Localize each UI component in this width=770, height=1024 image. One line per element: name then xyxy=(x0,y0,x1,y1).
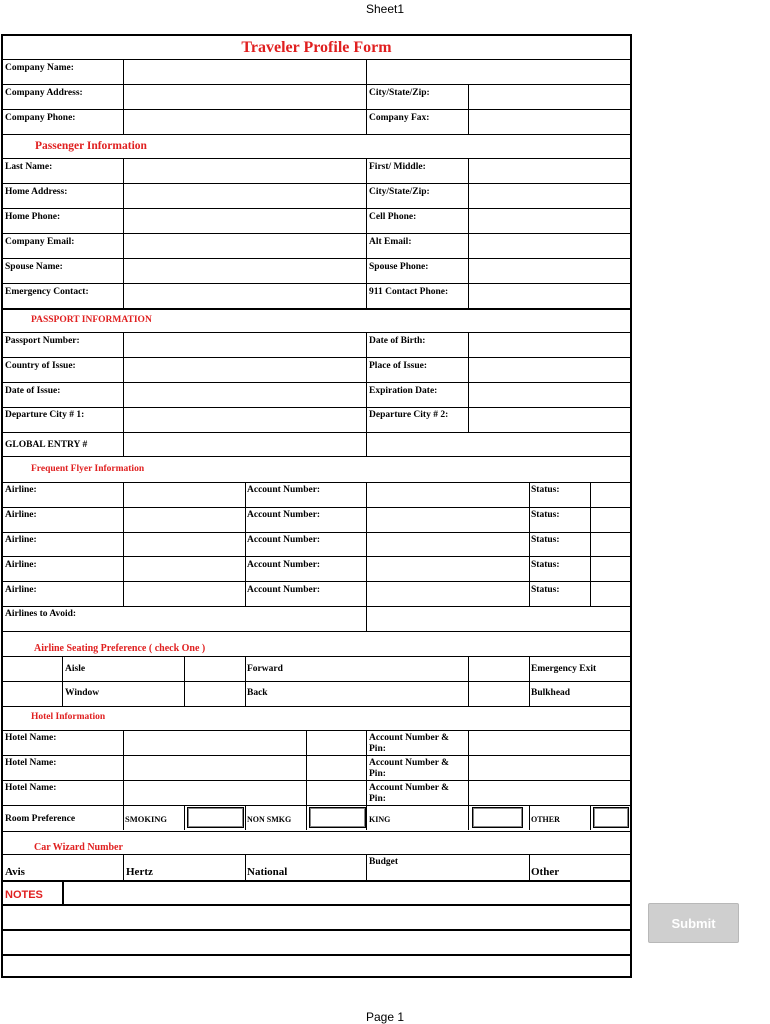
hotel-name-label: Hotel Name: xyxy=(5,783,57,793)
company-fax-label: Company Fax: xyxy=(369,113,430,123)
home-address-field[interactable] xyxy=(124,184,366,208)
home-city-field[interactable] xyxy=(469,184,631,208)
national-field[interactable] xyxy=(307,855,366,880)
national-label: National xyxy=(247,866,288,878)
hotel-name-field[interactable] xyxy=(124,781,306,805)
back-label: Back xyxy=(247,688,268,698)
place-of-issue-field[interactable] xyxy=(469,358,631,382)
back-checkbox[interactable] xyxy=(469,682,529,706)
king-label: KING xyxy=(369,815,391,824)
departure-city-1-field[interactable] xyxy=(124,408,366,432)
airline-label: Airline: xyxy=(5,510,37,520)
car-section-heading: Car Wizard Number xyxy=(34,842,123,853)
first-middle-field[interactable] xyxy=(469,159,631,183)
hotel-account-field[interactable] xyxy=(469,781,631,805)
date-of-issue-label: Date of Issue: xyxy=(5,386,61,396)
airlines-to-avoid-label: Airlines to Avoid: xyxy=(5,609,77,619)
account-number-label: Account Number: xyxy=(247,560,321,570)
home-phone-label: Home Phone: xyxy=(5,212,61,222)
expiration-date-label: Expiration Date: xyxy=(369,386,438,396)
company-city-field[interactable] xyxy=(469,85,631,109)
alt-email-label: Alt Email: xyxy=(369,237,412,247)
company-fax-field[interactable] xyxy=(469,110,631,134)
account-number-label: Account Number: xyxy=(247,485,321,495)
notes-line[interactable] xyxy=(3,905,632,929)
frequent-flyer-section-heading: Frequent Flyer Information xyxy=(31,464,145,474)
passport-number-label: Passport Number: xyxy=(5,336,80,346)
airline-fields[interactable] xyxy=(124,483,245,606)
aisle-label: Aisle xyxy=(65,664,86,674)
king-checkbox[interactable] xyxy=(472,807,523,828)
departure-city-2-label: Departure City # 2: xyxy=(369,410,449,420)
window-checkbox[interactable] xyxy=(185,682,245,706)
notes-field[interactable] xyxy=(64,881,631,904)
status-label: Status: xyxy=(531,585,560,595)
hotel-account-label: Account Number & Pin: xyxy=(369,758,450,779)
home-phone-field[interactable] xyxy=(124,209,366,233)
hertz-field[interactable] xyxy=(185,855,245,880)
global-entry-label: GLOBAL ENTRY # xyxy=(5,440,88,450)
country-of-issue-label: Country of Issue: xyxy=(5,361,76,371)
status-label: Status: xyxy=(531,485,560,495)
passport-number-field[interactable] xyxy=(124,333,366,357)
cell-phone-field[interactable] xyxy=(469,209,631,233)
place-of-issue-label: Place of Issue: xyxy=(369,361,428,371)
alt-email-field[interactable] xyxy=(469,234,631,258)
emergency-exit-checkbox[interactable] xyxy=(5,657,62,681)
smoking-checkbox[interactable] xyxy=(187,807,244,828)
forward-label: Forward xyxy=(247,664,283,674)
hertz-label: Hertz xyxy=(126,866,153,878)
spouse-phone-label: Spouse Phone: xyxy=(369,262,429,272)
home-city-label: City/State/Zip: xyxy=(369,187,430,197)
account-number-label: Account Number: xyxy=(247,535,321,545)
hotel-name-label: Hotel Name: xyxy=(5,733,57,743)
budget-field[interactable] xyxy=(430,855,529,880)
page-number: Page 1 xyxy=(365,1010,405,1024)
first-middle-label: First/ Middle: xyxy=(369,162,426,172)
global-entry-field[interactable] xyxy=(124,433,366,456)
smoking-label: SMOKING xyxy=(125,814,168,824)
status-label: Status: xyxy=(531,535,560,545)
cell-phone-label: Cell Phone: xyxy=(369,212,417,222)
hotel-section-heading: Hotel Information xyxy=(31,712,106,722)
hotel-name-field[interactable] xyxy=(124,756,306,780)
forward-checkbox[interactable] xyxy=(469,657,529,681)
status-label: Status: xyxy=(531,560,560,570)
last-name-field[interactable] xyxy=(124,159,366,183)
other-car-label: Other xyxy=(531,866,560,878)
status-label: Status: xyxy=(531,510,560,520)
avis-label: Avis xyxy=(5,866,25,878)
airline-label: Airline: xyxy=(5,535,37,545)
date-of-birth-label: Date of Birth: xyxy=(369,336,426,346)
departure-city-2-field[interactable] xyxy=(469,408,631,432)
home-address-label: Home Address: xyxy=(5,187,68,197)
notes-line[interactable] xyxy=(3,930,632,954)
other-room-label: OTHER xyxy=(531,815,560,824)
window-label: Window xyxy=(65,688,100,698)
sheet-name: Sheet1 xyxy=(365,2,405,16)
emergency-contact-label: Emergency Contact: xyxy=(5,287,89,297)
company-phone-field[interactable] xyxy=(124,110,366,134)
bulkhead-checkbox[interactable] xyxy=(5,682,62,706)
other-car-field[interactable] xyxy=(573,855,631,880)
notes-line[interactable] xyxy=(3,955,632,976)
budget-label: Budget xyxy=(369,857,399,867)
aisle-checkbox[interactable] xyxy=(185,657,245,681)
room-preference-label: Room Preference xyxy=(5,814,76,824)
departure-city-1-label: Departure City # 1: xyxy=(5,410,85,420)
company-email-field[interactable] xyxy=(124,234,366,258)
form-title: Traveler Profile Form xyxy=(241,39,392,56)
status-fields[interactable] xyxy=(591,483,631,606)
spouse-name-label: Spouse Name: xyxy=(5,262,63,272)
passport-section-heading: PASSPORT INFORMATION xyxy=(31,315,152,325)
emergency-contact-field[interactable] xyxy=(124,284,366,308)
date-of-issue-field[interactable] xyxy=(124,383,366,407)
last-name-label: Last Name: xyxy=(5,162,53,172)
airline-label: Airline: xyxy=(5,485,37,495)
account-number-label: Account Number: xyxy=(247,510,321,520)
traveler-profile-form xyxy=(1,34,632,978)
hotel-account-field[interactable] xyxy=(469,756,631,780)
emergency-exit-label: Emergency Exit xyxy=(531,664,597,674)
hotel-name-field[interactable] xyxy=(124,731,306,755)
company-city-label: City/State/Zip: xyxy=(369,88,430,98)
spouse-name-field[interactable] xyxy=(124,259,366,283)
hotel-name-label: Hotel Name: xyxy=(5,758,57,768)
company-email-label: Company Email: xyxy=(5,237,75,247)
seating-section-heading: Airline Seating Preference ( check One ) xyxy=(34,643,206,654)
company-address-label: Company Address: xyxy=(5,88,83,98)
bulkhead-label: Bulkhead xyxy=(531,688,571,698)
airlines-to-avoid-field[interactable] xyxy=(124,607,366,631)
account-number-label: Account Number: xyxy=(247,585,321,595)
spouse-phone-field[interactable] xyxy=(469,259,631,283)
company-name-label: Company Name: xyxy=(5,63,74,73)
company-address-field[interactable] xyxy=(124,85,366,109)
hotel-account-label: Account Number & Pin: xyxy=(369,733,450,754)
country-of-issue-field[interactable] xyxy=(124,358,366,382)
company-name-field[interactable] xyxy=(124,60,366,84)
account-number-fields[interactable] xyxy=(367,483,529,606)
contact-911-field[interactable] xyxy=(469,284,631,308)
passenger-section-heading: Passenger Information xyxy=(35,140,147,152)
other-room-checkbox[interactable] xyxy=(593,807,629,828)
hotel-account-field[interactable] xyxy=(469,731,631,755)
date-of-birth-field[interactable] xyxy=(469,333,631,357)
hotel-account-label: Account Number & Pin: xyxy=(369,783,450,804)
non-smoking-label: NON SMKG xyxy=(247,815,292,824)
non-smoking-checkbox[interactable] xyxy=(309,807,366,828)
company-phone-label: Company Phone: xyxy=(5,113,76,123)
expiration-date-field[interactable] xyxy=(469,383,631,407)
airline-label: Airline: xyxy=(5,560,37,570)
notes-label: NOTES xyxy=(5,889,43,901)
airline-label: Airline: xyxy=(5,585,37,595)
submit-button[interactable]: Submit xyxy=(648,903,739,943)
contact-911-label: 911 Contact Phone: xyxy=(369,287,449,297)
